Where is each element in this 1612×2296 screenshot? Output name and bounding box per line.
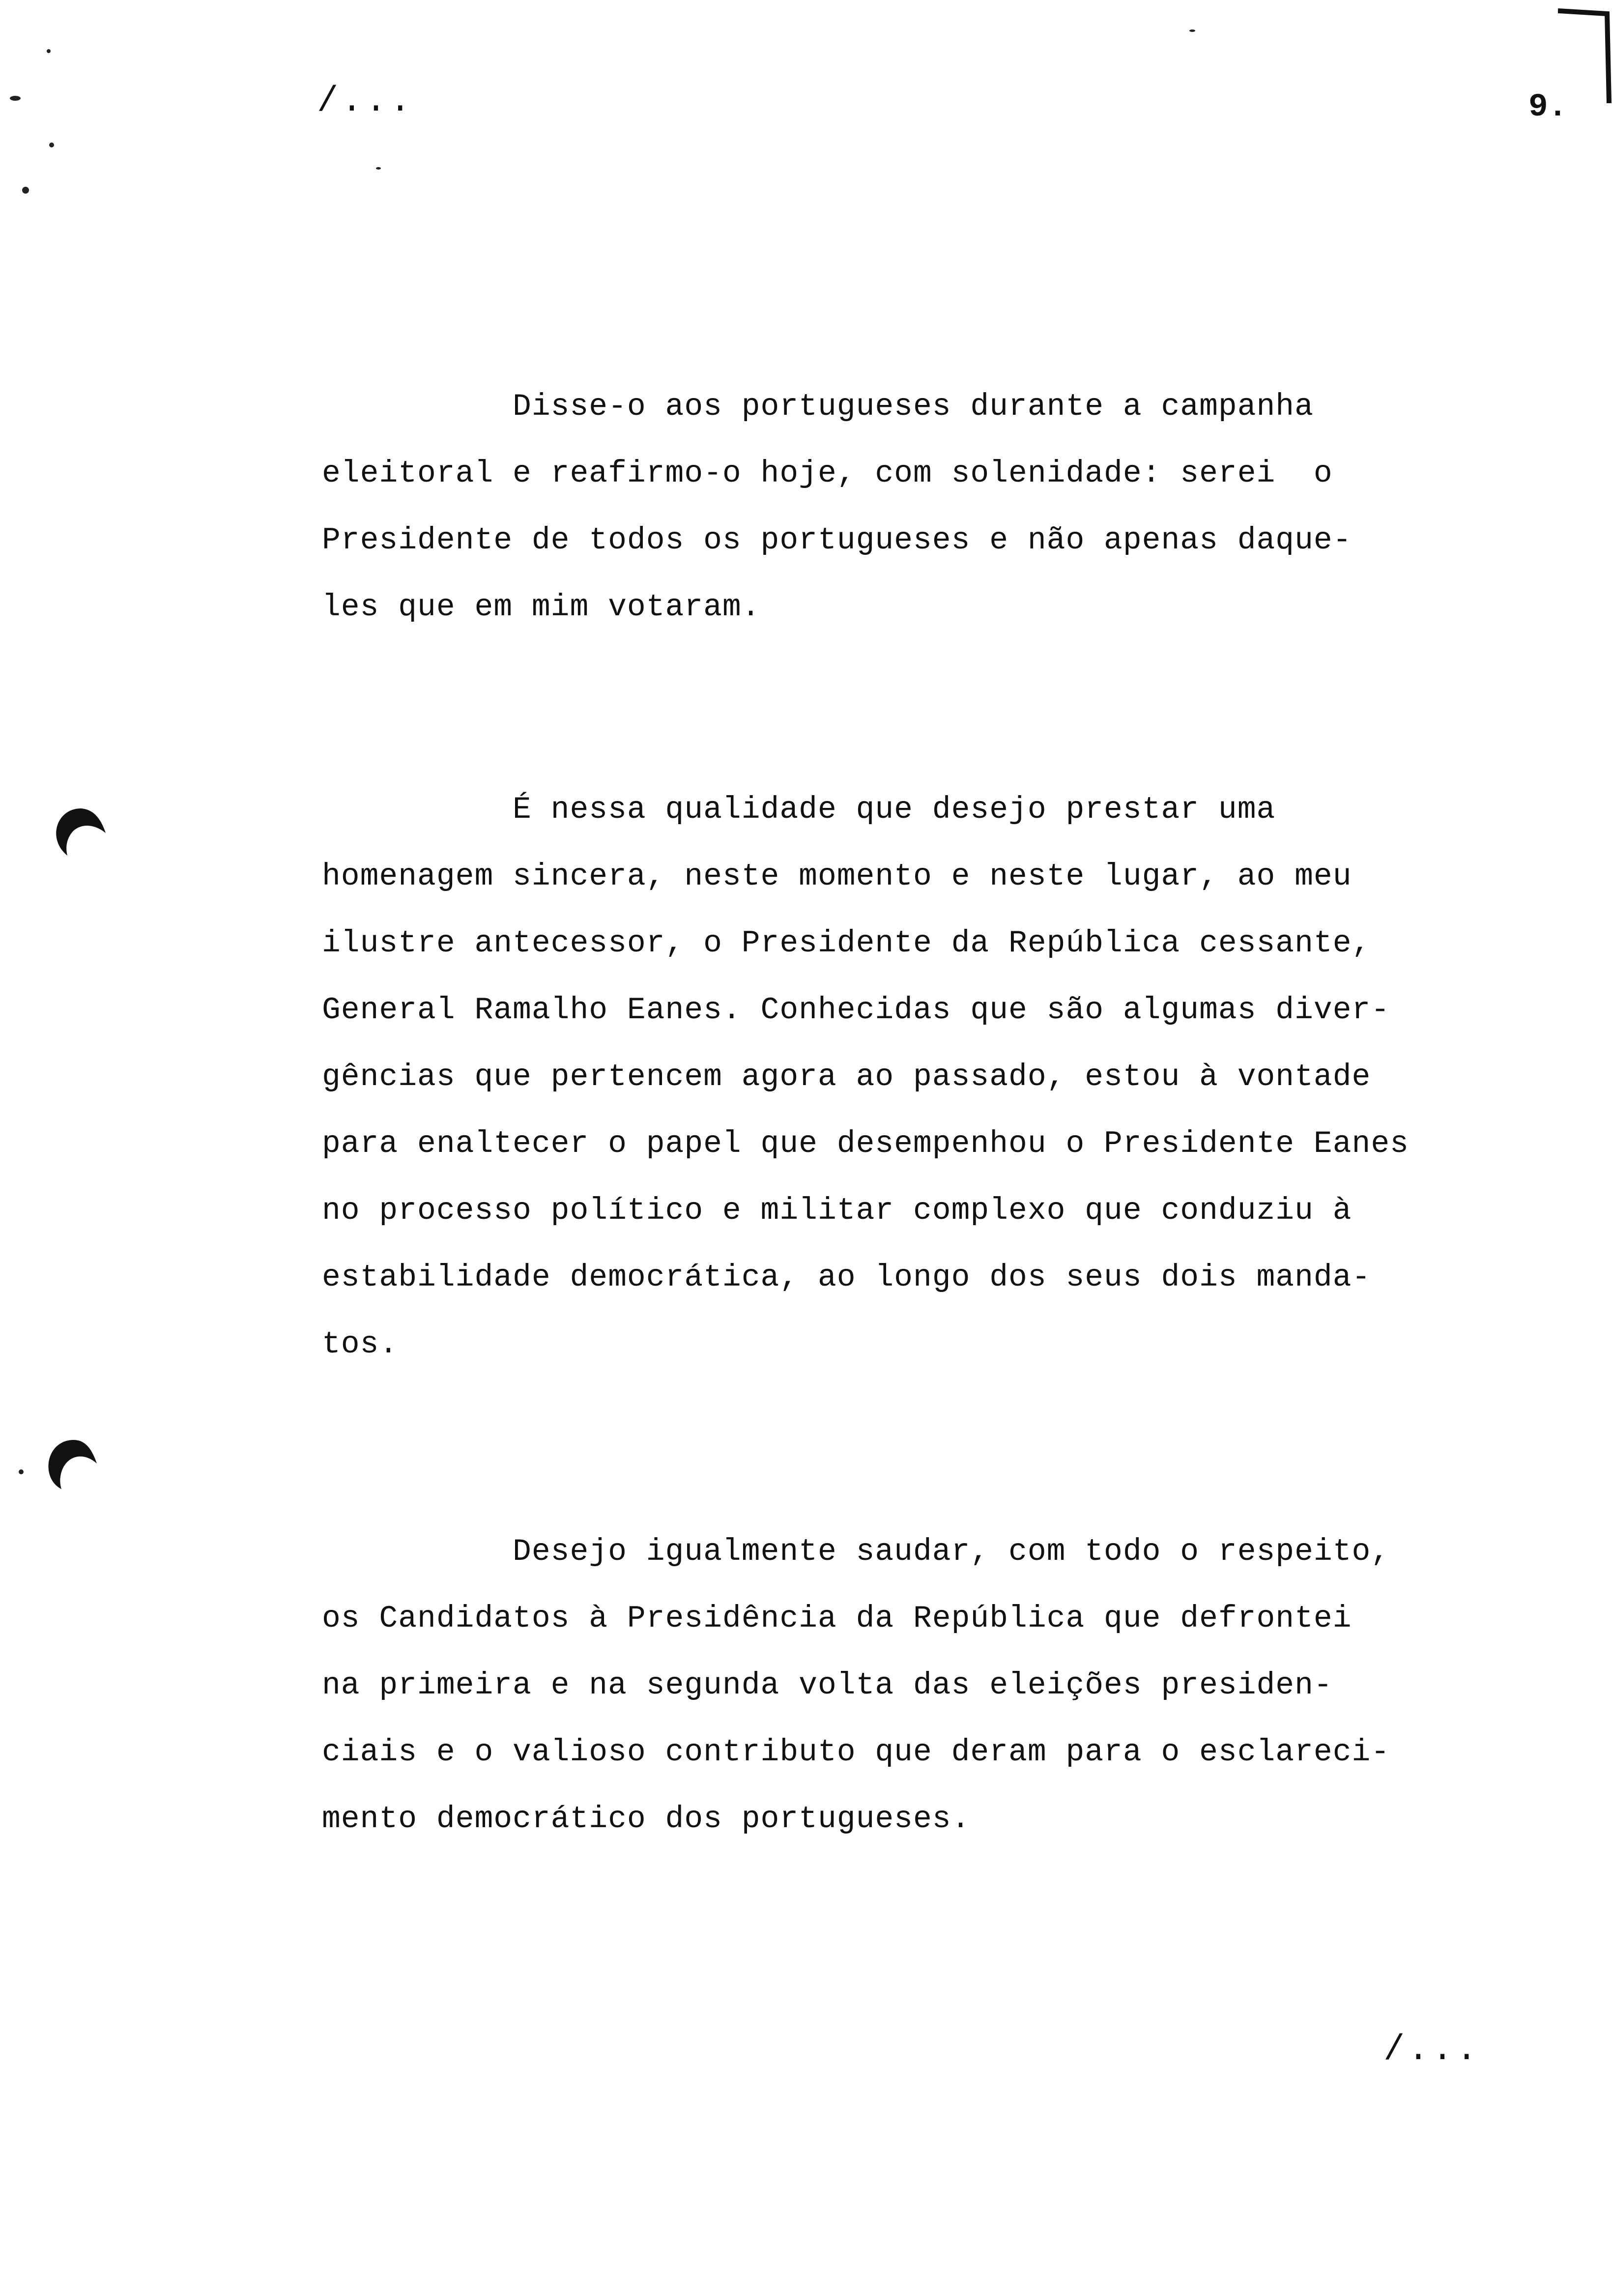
scan-speck (10, 96, 21, 101)
paragraph-line: É nessa qualidade que desejo prestar uma (322, 792, 1276, 827)
paragraph-line: tos. (322, 1327, 399, 1362)
paragraph-line: Presidente de todos os portugueses e não apenas daque- (322, 523, 1352, 558)
continuation-marker-bottom: /... (1383, 2030, 1480, 2070)
scan-speck (22, 187, 29, 194)
scan-speck (19, 1469, 24, 1474)
paragraph-line: gências que pertencem agora ao passado, estou à vontade (322, 1060, 1371, 1094)
scan-speck (47, 49, 51, 53)
paragraph-line: ciais e o valioso contributo que deram para o esclareci- (322, 1735, 1390, 1770)
page-number: 9. (1528, 88, 1568, 125)
paragraph-line: homenagem sincera, neste momento e neste lugar, ao meu (322, 859, 1352, 894)
punch-hole-icon (52, 804, 111, 862)
paragraph (322, 373, 1492, 641)
paragraph-line: Disse-o aos portugueses durante a campanha (322, 389, 1314, 424)
paragraph (322, 776, 1492, 1378)
scan-speck (49, 143, 54, 147)
scan-speck (1189, 29, 1195, 32)
scan-speck (376, 167, 381, 170)
paragraph-line: estabilidade democrática, ao longo dos seus dois manda- (322, 1260, 1371, 1295)
paragraph-line: para enaltecer o papel que desempenhou o Presidente Eanes (322, 1126, 1409, 1161)
paragraph-line: no processo político e militar complexo que conduziu à (322, 1193, 1352, 1228)
continuation-marker-top: /... (317, 81, 414, 121)
paragraph-line: Desejo igualmente saudar, com todo o respeito, (322, 1534, 1390, 1569)
paragraph-line: na primeira e na segunda volta das eleições presiden- (322, 1668, 1333, 1703)
paragraph-line: General Ramalho Eanes. Conhecidas que são algumas diver- (322, 993, 1390, 1028)
paragraph-line: os Candidatos à Presidência da República que defrontei (322, 1601, 1352, 1636)
paragraph (322, 1519, 1492, 1853)
punch-hole-icon (42, 1435, 101, 1494)
paragraph-line: ilustre antecessor, o Presidente da República cessante, (322, 926, 1371, 961)
paragraph-line: les que em mim votaram. (322, 590, 761, 625)
paragraph-line: mento democrático dos portugueses. (322, 1802, 971, 1837)
paragraph-line: eleitoral e reafirmo-o hoje, com solenidade: serei o (322, 456, 1333, 491)
